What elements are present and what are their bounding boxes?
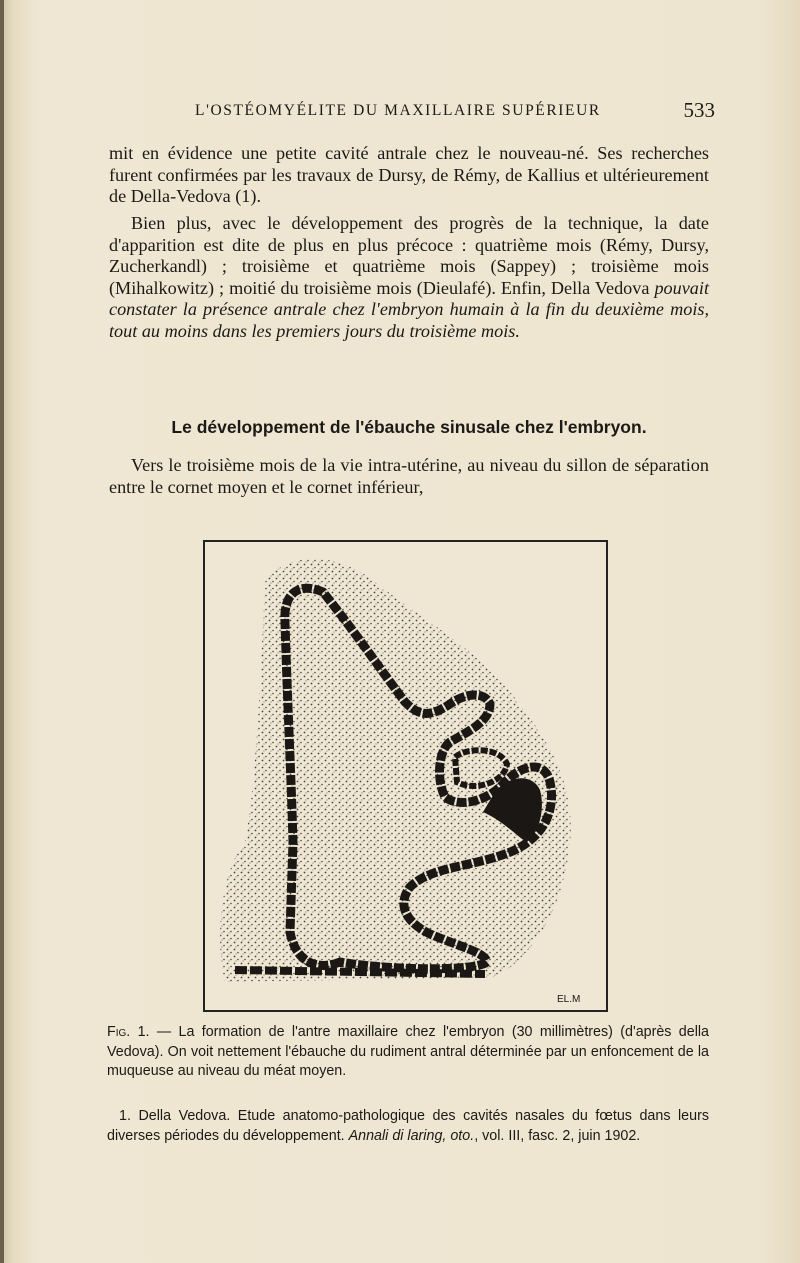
paragraph-1: mit en évidence une petite cavité antrale chez le nouveau-né. Ses recherches furent confirmées par les travaux de Dursy, de Rémy, de Kallius et ultérieurement de Della-Vedova (1). [109, 143, 709, 207]
mesenchyme-region [220, 559, 571, 982]
figure-caption-label: Fig. 1. [107, 1024, 150, 1040]
footnote-text: 1. Della Vedova. Etude anatomo-pathologique des cavités nasales du fœtus dans leurs diverses périodes du développement. [107, 1108, 709, 1144]
floor-epithelium [235, 970, 485, 974]
footnote [107, 1107, 709, 1146]
running-header [195, 100, 715, 126]
paragraph-2-text: Bien plus, avec le développement des progrès de la technique, la date d'apparition est dite de plus en plus précoce : quatrième mois (Rémy, Dursy, Zucherkandl) ; troisième et quatrième mois (Sappey) ; troisième mois (Mihalkowitz) ; moitié du troisième mois (Dieulafé). Enfin, Della Vedova [109, 213, 709, 298]
figure-caption-text: — La formation de l'antre maxillaire chez l'embryon (30 millimètres) (d'après della Vedova). On voit nettement l'ébauche du rudiment antral déterminée par un enfoncement de la muqueuse au niveau du méat moyen. [107, 1024, 709, 1079]
figure-illustration [203, 540, 608, 1012]
page-number: 533 [683, 98, 715, 122]
figure-caption [107, 1023, 709, 1082]
paragraph-2 [109, 213, 709, 343]
footnote-journal: Annali di laring, oto. [348, 1127, 475, 1144]
embryo-section-drawing [205, 542, 606, 1010]
footnote-end: , vol. III, fasc. 2, juin 1902. [474, 1127, 641, 1144]
artist-signature: EL.M [557, 994, 581, 1005]
paragraph-3: Vers le troisième mois de la vie intra-utérine, au niveau du sillon de séparation entre le cornet moyen et le cornet inférieur, [109, 455, 709, 497]
section-heading: Le développement de l'ébauche sinusale chez l'embryon. [171, 417, 647, 437]
running-title: L'OSTÉOMYÉLITE DU MAXILLAIRE SUPÉRIEUR [195, 102, 601, 119]
book-gutter [0, 0, 4, 1263]
paragraph-2-italic: pouvait constater la présence antrale chez l'embryon humain à la fin du deuxième mois, tout au moins dans les premiers jours du troisième mois. [109, 277, 709, 341]
